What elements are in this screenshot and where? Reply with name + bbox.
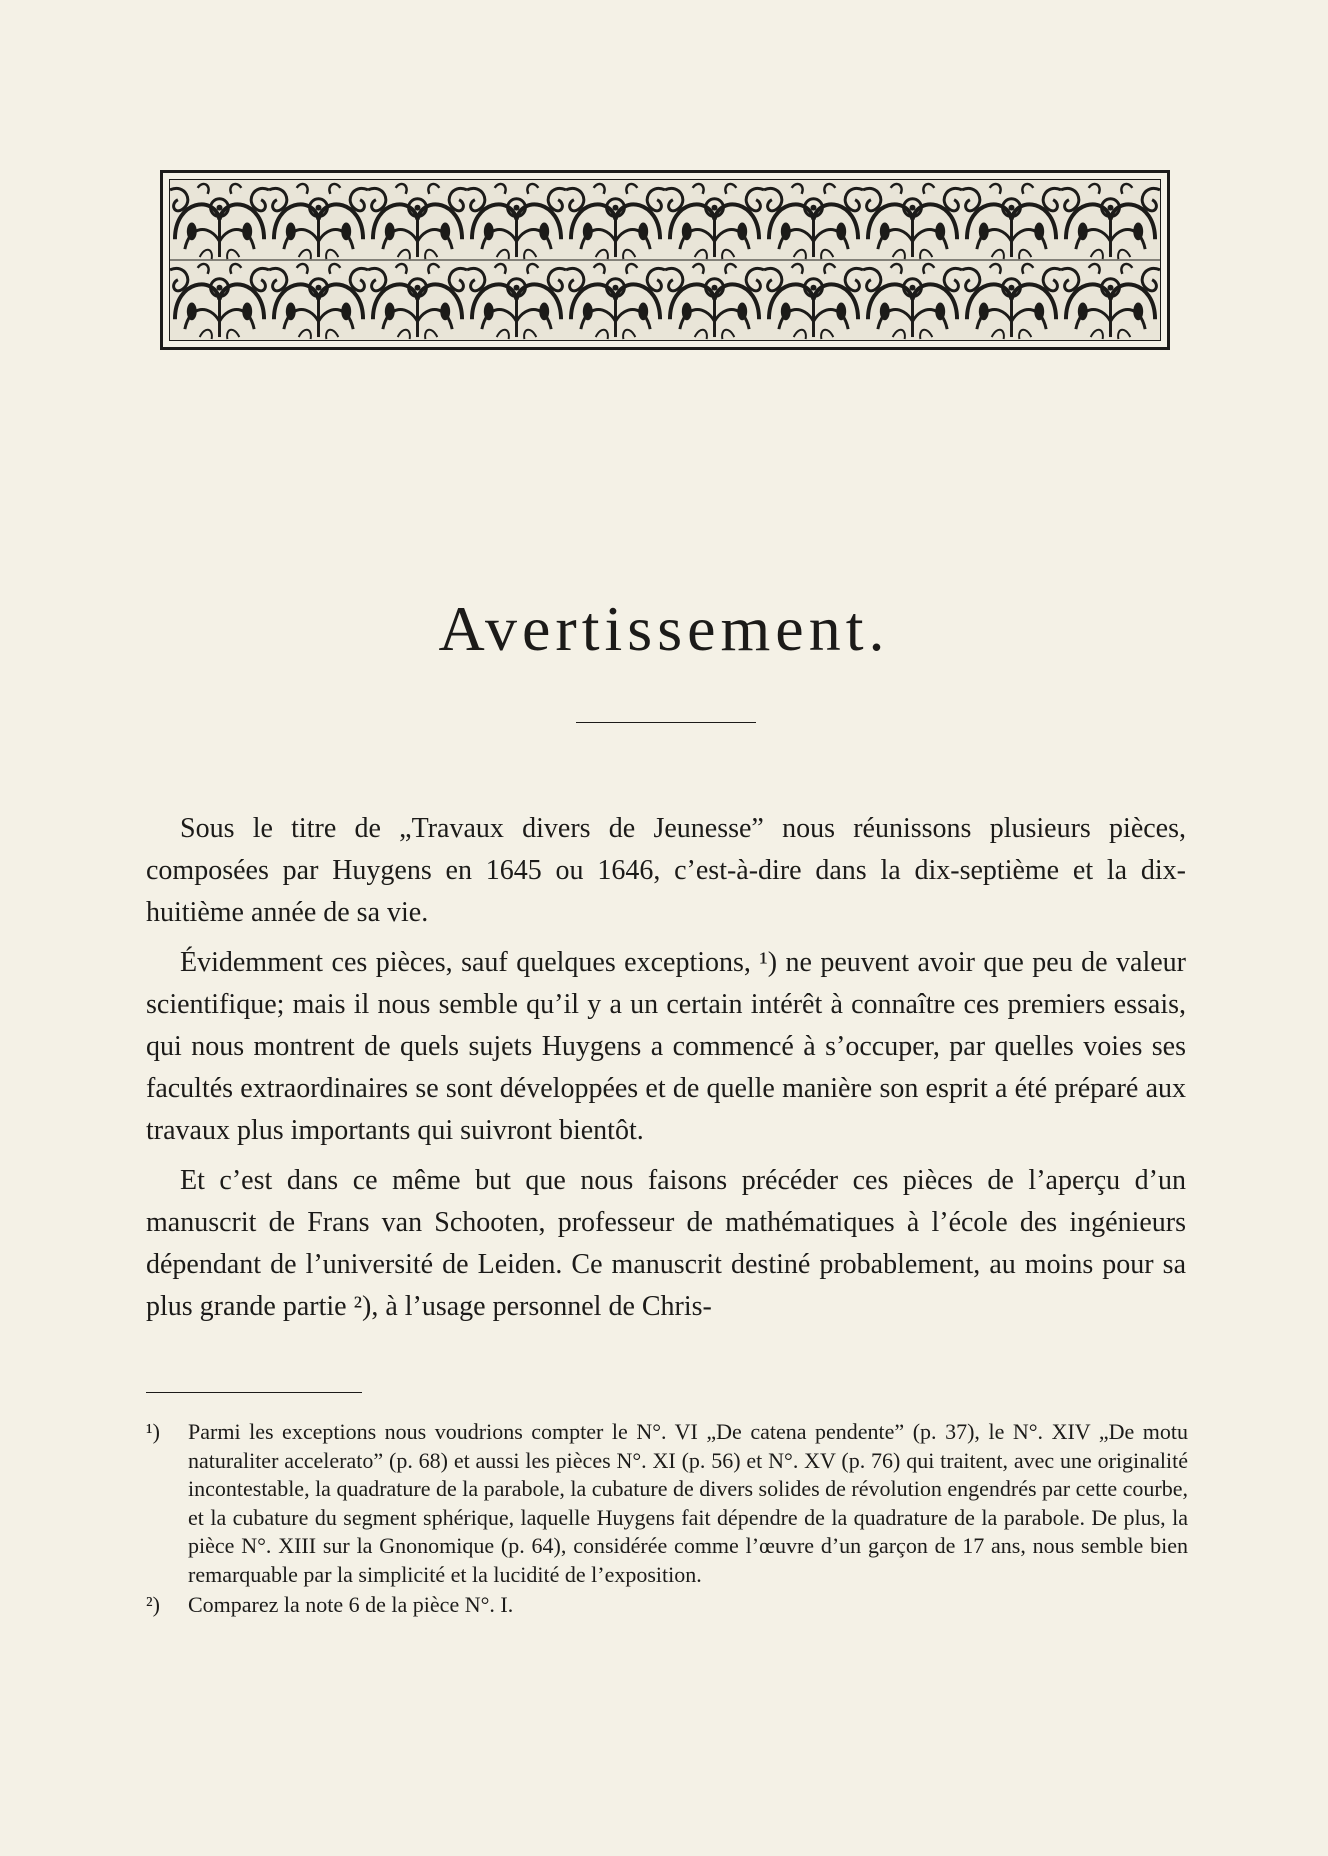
footnote-number: ²) (146, 1592, 160, 1617)
footnote-text: Comparez la note 6 de la pièce N°. I. (188, 1592, 514, 1617)
footnotes (146, 1418, 1188, 1622)
paragraph: Et c’est dans ce même but que nous faisons précéder ces pièces de l’aperçu d’un manuscrit de Frans van Schooten, professeur de mathématiques à l’école des ingénieurs dépendant de l’université de Leiden. Ce manuscrit destiné probablement, au moins pour sa plus grande partie ²), à l’usage personnel de Chris- (146, 1165, 1186, 1322)
paragraph: Évidemment ces pièces, sauf quelques exceptions, ¹) ne peuvent avoir que peu de valeur scientifique; mais il nous semble qu’il y a un certain intérêt à connaître ces premiers essais, qui nous montrent de quels sujets Huygens a commencé à s’occuper, par quelles voies ses facultés extraordinaires se sont développées et de quelle manière son esprit a été préparé aux travaux plus importants qui suivront bientôt. (146, 947, 1186, 1146)
footnote (146, 1418, 1188, 1589)
body-text (146, 808, 1186, 1328)
paragraph: Sous le titre de „Travaux divers de Jeunesse” nous réunissons plusieurs pièces, composées par Huygens en 1645 ou 1646, c’est-à-dire dans la dix-septième et la dix-huitième année de sa vie. (146, 813, 1186, 928)
footnote-number: ¹) (146, 1419, 160, 1444)
page-title: Avertissement. (438, 593, 890, 664)
footnote-divider (146, 1392, 362, 1393)
ornamental-headpiece (160, 170, 1170, 350)
title-divider (576, 722, 756, 723)
footnote-text: Parmi les exceptions nous voudrions compter le N°. VI „De catena pendente” (p. 37), le N°. XIV „De motu naturaliter accelerato” (p. 68) et aussi les pièces N°. XI (p. 56) et N°. XV (p. 76) qui traitent, avec une originalité incontestable, la quadrature de la parabole, la cubature de divers solides de révolution engendrés par cette courbe, et la cubature du segment sphérique, laquelle Huygens fait dépendre de la quadrature de la parabole. De plus, la pièce N°. XIII sur la Gnonomique (p. 64), considérée comme l’œuvre d’un garçon de 17 ans, nous semble bien remarquable par la simplicité et la lucidité de l’exposition. (188, 1419, 1188, 1587)
ornament-band (169, 179, 1161, 341)
footnote (146, 1591, 1188, 1620)
floral-ornament-icon (170, 180, 1160, 340)
